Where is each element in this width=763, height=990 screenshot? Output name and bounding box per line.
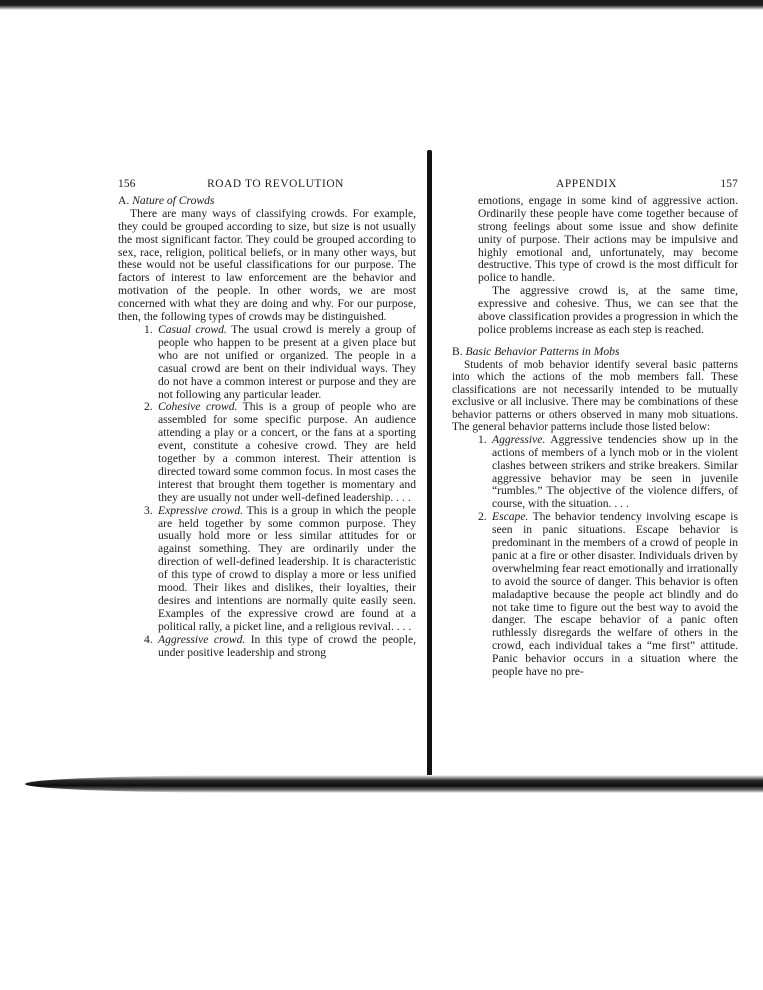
item-text: Aggressive tendencies show up in the actions of members of a lynch mob or in the violent clashes between strikers and strike breakers. Similar aggressive behavior may be seen in juvenile “rumbles.” The objective of the violence differs, of course, with the situation. . . . (492, 432, 738, 511)
list-item (118, 634, 416, 660)
book-gutter (427, 150, 432, 780)
left-page-number: 156 (118, 178, 136, 190)
left-running-head: ROAD TO REVOLUTION (207, 178, 344, 190)
item-text: In this type of crowd the people, under positive leadership and strong (158, 632, 416, 659)
section-a-heading (118, 195, 416, 208)
section-a-title: Nature of Crowds (132, 193, 215, 207)
item-term: Expressive crowd. (158, 503, 244, 517)
item-number: 2. (144, 400, 153, 414)
item-text: This is a group in which the people are held together by some common purpose. They usually hold more or less similar attitudes for or against something. They are ordinarily under the direction of well-defined leadership. It is characteristic of this type of crowd to display a more or less unified mood. Their likes and dislikes, their loyalties, their desires and intentions are normally quite easily seen. Examples of the expressive crowd are found at a political rally, a picket line, and a religious revival. . . . (158, 503, 417, 633)
section-b-letter: B. (452, 344, 463, 358)
section-b-heading (452, 346, 738, 359)
left-page-header (118, 178, 416, 191)
section-b-intro: Students of mob behavior identify several basic patterns into which the actions of the mob members fall. These classifications are not necessarily intended to be mutually exclusive or all inclusive. There may be combinations of these behavior patterns or others observed in many mob situations. The general behavior patterns include those listed below: (452, 358, 738, 434)
section-b-title: Basic Behavior Patterns in Mobs (465, 344, 620, 358)
continued-item-text: emotions, engage in some kind of aggressive action. Ordinarily these people have come together because of strong feelings about some issue and show definite unity of purpose. Their actions may be impulsive and highly emotional and, unfortunately, may become destructive. This type of crowd is the most difficult for police to handle. (478, 193, 738, 285)
list-item (118, 324, 416, 401)
item-term: Aggressive. (492, 432, 546, 446)
crowd-types-list (118, 324, 416, 660)
list-item (452, 511, 738, 679)
list-item (452, 434, 738, 511)
right-page-number: 157 (720, 178, 738, 190)
summary-paragraph: The aggressive crowd is, at the same time, expressive and cohesive. Thus, we can see that the above classification provides a progression in which the police problems increase as each step is reached. (478, 284, 738, 336)
item-term: Casual crowd. (158, 322, 227, 336)
item-number: 4. (144, 632, 153, 646)
scan-bottom-edge (25, 775, 763, 793)
right-page (452, 178, 738, 679)
item-term: Cohesive crowd. (158, 400, 238, 414)
item-term: Escape. (492, 510, 529, 524)
scan-top-edge (0, 0, 763, 10)
item-text: The behavior tendency involving escape is seen in panic situations. Escape behavior is predominant in the members of a crowd of people in panic at a fire or other disaster. Individuals driven by overwhelming fear react emotionally and irrationally to avoid the source of danger. This behavior is often maladaptive because the people act blindly and do not take time to figure out the best way to avoid the danger. The escape behavior of a panic often ruthlessly disregards the welfare of others in the crowd, each individual takes a “me first” attitude. Panic behavior occurs in a situation where the people have no pre- (492, 510, 738, 679)
item-text: The usual crowd is merely a group of people who happen to be present at a given place but who are not unified or organized. The people in a casual crowd are bent on their individual ways. They do not have a common interest or purpose and they are not following any particular leader. (158, 322, 416, 401)
item-number: 2. (478, 510, 487, 524)
behavior-patterns-list (452, 434, 738, 679)
right-running-head: APPENDIX (556, 178, 618, 190)
item-term: Aggressive crowd. (158, 632, 246, 646)
left-page (118, 178, 416, 660)
section-a-intro: There are many ways of classifying crowds. For example, they could be grouped according to size, but size is not usually the most significant factor. They could be grouped according to sex, race, religion, political beliefs, or in many other ways, but these would not be useful classifications for our purpose. The factors of interest to law enforcement are the behavior and motivation of the people. In other words, we are most concerned with what they are doing and why. For our purpose, then, the following types of crowds may be distinguished. (118, 206, 416, 324)
item-number: 1. (478, 432, 487, 446)
section-a-letter: A. (118, 193, 130, 207)
right-page-header (452, 178, 738, 191)
list-item (118, 505, 416, 634)
list-item (118, 401, 416, 504)
item-text: This is a group of people who are assembled for some specific purpose. An audience attending a play or a concert, or the fans at a sporting event, constitute a cohesive crowd. They are held together by a common interest. Their attention is directed toward some common focus. In most cases the interest that brought them together is momentary and they are usually not under well-defined leadership. . . . (158, 400, 416, 504)
item-number: 1. (144, 322, 153, 336)
item-number: 3. (144, 503, 153, 517)
